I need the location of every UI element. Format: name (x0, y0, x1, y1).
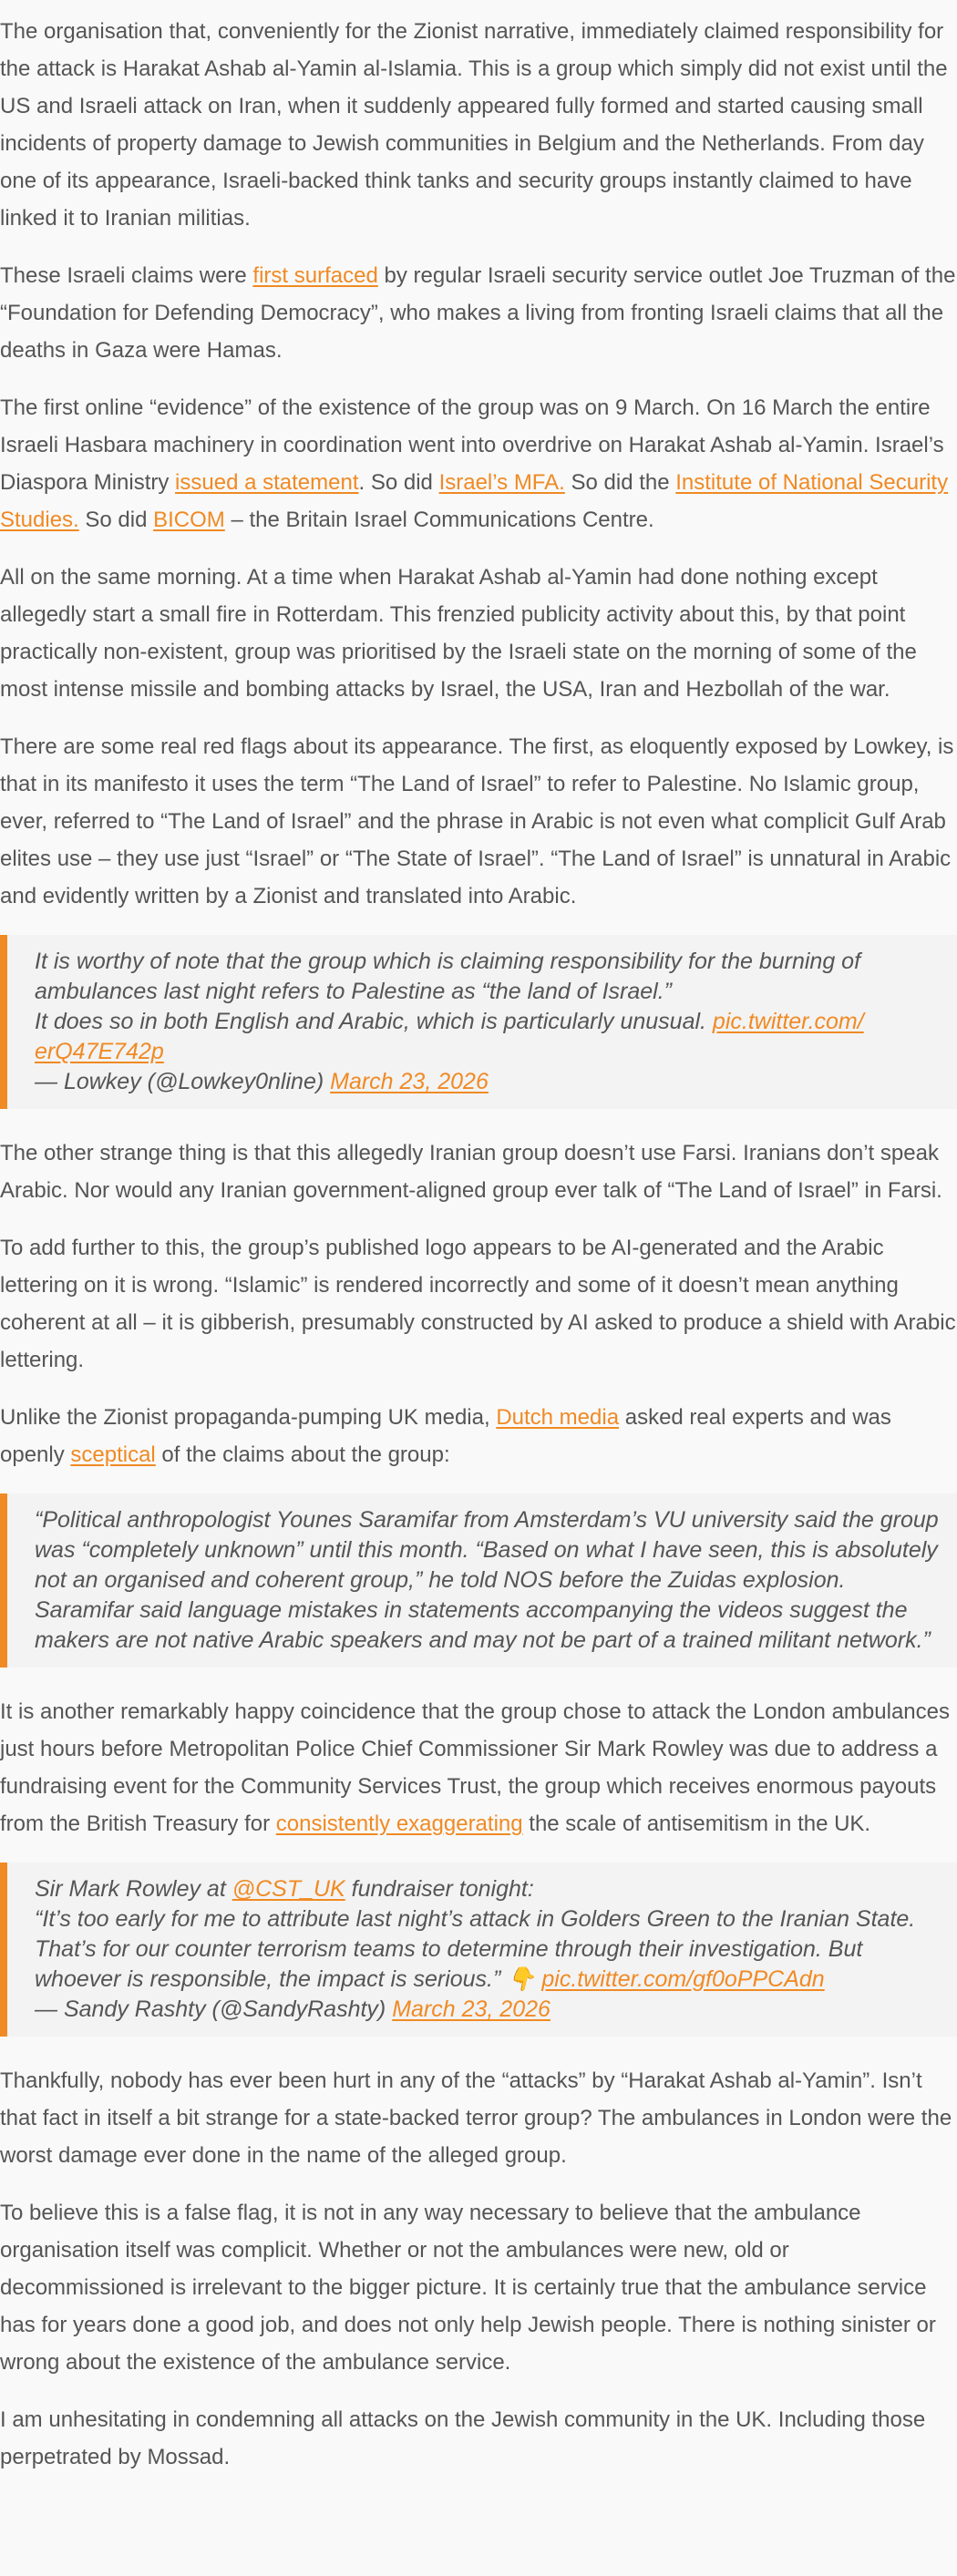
paragraph-logo (0, 1229, 957, 1379)
tweet-date-link[interactable]: March 23, 2026 (392, 1996, 551, 2022)
tweet-quote-rashty (0, 1863, 957, 2037)
paragraph-text: I am unhesitating in condemning all attacks on the Jewish community in the UK. Including those perpetrated by Mossad. (0, 2407, 926, 2469)
dutch-media-link[interactable]: Dutch media (496, 1405, 620, 1430)
paragraph-text: These Israeli claims were (0, 263, 253, 288)
quote-attribution (35, 1995, 948, 2025)
tweet-date-link[interactable]: March 23, 2026 (330, 1069, 489, 1094)
quote-line (35, 1904, 948, 1995)
paragraph-red-flags (0, 728, 957, 915)
cst-uk-link[interactable]: @CST_UK (232, 1876, 345, 1902)
paragraph-text: the scale of antisemitism in the UK. (522, 1811, 871, 1836)
quote-line: It is worthy of note that the group which is claiming responsibility for the burning of ambulances last night refers to Palestine as “the land of Israel.” (35, 949, 861, 1004)
paragraph-group-origin (0, 13, 957, 237)
bicom-link[interactable]: BICOM (153, 508, 225, 532)
paragraph-farsi (0, 1134, 957, 1209)
paragraph-text: To believe this is a false flag, it is not in any way necessary to believe that the ambulance organisation itself was complicit. Whether or not the ambulances were new, old or decommissioned is irrelevant to the bigger picture. It is certainly true that the ambulance service has for years done a good job, and does not only help Jewish people. There is nothing sinister or wrong about the existence of the ambulance service. (0, 2201, 936, 2375)
paragraph-coincidence (0, 1693, 957, 1842)
paragraph-text: by regular Israeli security service outlet Joe Truzman of the “Foundation for Defending Democracy”, who makes a living from fronting Israeli claims that all the deaths in Gaza were Hamas. (0, 263, 956, 363)
attribution-text: — Sandy Rashty (@SandyRashty) (35, 1996, 393, 2022)
paragraph-text: It is another remarkably happy coincidence that the group chose to attack the London ambulances just hours before Metropolitan Police Chief Commissioner Sir Mark Rowley was due to address a fundraising event for the Community Services Trust, the group which receives enormous payouts from the British Treasury for (0, 1699, 950, 1836)
sceptical-link[interactable]: sceptical (70, 1442, 156, 1467)
paragraph-first-evidence (0, 389, 957, 539)
paragraph-text: To add further to this, the group’s published logo appears to be AI-generated and the Arabic lettering on it is wrong. “Islamic” is rendered incorrectly and some of it doesn’t mean anything coherent at all – it is gibberish, presumably constructed by AI asked to produce a shield with Arabic lettering. (0, 1236, 956, 1372)
paragraph-text: There are some real red flags about its appearance. The first, as eloquently exposed by Lowkey, is that in its manifesto it uses the term “The Land of Israel” to refer to Palestine. No Islamic group, ever, referred to “The Land of Israel” and the phrase in Arabic is not even what complicit Gulf Arab elites use – they use just “Israel” or “The State of Israel”. “The Land of Israel” is unnatural in Arabic and evidently written by a Zionist and translated into Arabic. (0, 734, 954, 908)
quote-line (35, 1007, 948, 1067)
paragraph-same-morning (0, 559, 957, 708)
quote-text: “It’s too early for me to attribute last night’s attack in Golders Green to the Iranian State. That’s for our counter terrorism teams to determine through their investigation. But whoever is responsible, the impact is serious.” 👇 (35, 1906, 916, 1992)
paragraph-text: – the Britain Israel Communications Centre. (224, 508, 654, 532)
quote-line: Saramifar said language mistakes in statements accompanying the videos suggest the makers are not native Arabic speakers and may not be part of a trained militant network.” (35, 1597, 931, 1653)
paragraph-text: So did (78, 508, 154, 532)
attribution-text: — Lowkey (@Lowkey0nline) (35, 1069, 331, 1094)
expert-quote (0, 1493, 957, 1668)
paragraph-text: So did the (564, 470, 676, 495)
quote-text: fundraiser tonight: (345, 1876, 534, 1902)
quote-attribution (35, 1067, 948, 1097)
paragraph-false-flag (0, 2194, 957, 2381)
issued-statement-link[interactable]: issued a statement (175, 470, 359, 495)
inss-link[interactable]: Institute of National Security Studies. (0, 470, 949, 532)
paragraph-text: . So did (358, 470, 439, 495)
paragraph-text: of the claims about the group: (155, 1442, 450, 1467)
israel-mfa-link[interactable]: Israel’s MFA. (438, 470, 565, 495)
quote-text: Sir Mark Rowley at (35, 1876, 232, 1902)
tweet-quote-lowkey (0, 935, 957, 1109)
paragraph-condemning (0, 2401, 957, 2476)
paragraph-text: asked real experts and was openly (0, 1405, 891, 1467)
paragraph-text: The other strange thing is that this allegedly Iranian group doesn’t use Farsi. Iranians don’t speak Arabic. Nor would any Iranian government-aligned group ever talk of “The Land of Israel” in Farsi. (0, 1141, 942, 1203)
quote-line: “Political anthropologist Younes Saramifar from Amsterdam’s VU university said the group was “completely unknown” until this month. “Based on what I have seen, this is absolutely not an organised and coherent group,” he told NOS before the Zuidas explosion. (35, 1507, 939, 1593)
tweet-pic-link[interactable]: pic.twitter.com/gf0oPPCAdn (541, 1966, 825, 1992)
quote-line (35, 1874, 948, 1904)
tweet-pic-link[interactable]: pic.twitter.com/​erQ47E742p (35, 1009, 864, 1064)
first-surfaced-link[interactable]: first surfaced (252, 263, 378, 288)
quote-text: It does so in both English and Arabic, which is particularly unusual. (35, 1009, 713, 1034)
paragraph-text: The organisation that, conveniently for the Zionist narrative, immediately claimed responsibility for the attack is Harakat Ashab al-Yamin al-Islamia. This is a group which simply did not exist until the US and Israeli attack on Iran, when it suddenly appeared fully formed and started causing small incidents of property damage to Jewish communities in Belgium and the Netherlands. From day one of its appearance, Israeli-backed think tanks and security groups instantly claimed to have linked it to Iranian militias. (0, 19, 948, 231)
paragraph-text: Unlike the Zionist propaganda-pumping UK media, (0, 1405, 497, 1430)
paragraph-text: The first online “evidence” of the existence of the group was on 9 March. On 16 March the entire Israeli Hasbara machinery in coordination went into overdrive on Harakat Ashab al-Yamin. Israel’s Diaspora Ministry (0, 395, 944, 495)
paragraph-dutch-media (0, 1399, 957, 1473)
paragraph-israeli-claims (0, 257, 957, 369)
consistently-exaggerating-link[interactable]: consistently exaggerating (275, 1811, 523, 1836)
paragraph-text: Thankfully, nobody has ever been hurt in any of the “attacks” by “Harakat Ashab al-Yamin”. Isn’t that fact in itself a bit strange for a state-backed terror group? The ambulances in London were the worst damage ever done in the name of the alleged group. (0, 2068, 952, 2168)
paragraph-text: All on the same morning. At a time when Harakat Ashab al-Yamin had done nothing except allegedly start a small fire in Rotterdam. This frenzied publicity activity about this, by that point practically non-existent, group was prioritised by the Israeli state on the morning of some of the most intense missile and bombing attacks by Israel, the USA, Iran and Hezbollah of the war. (0, 565, 917, 702)
paragraph-nobody-hurt (0, 2062, 957, 2174)
